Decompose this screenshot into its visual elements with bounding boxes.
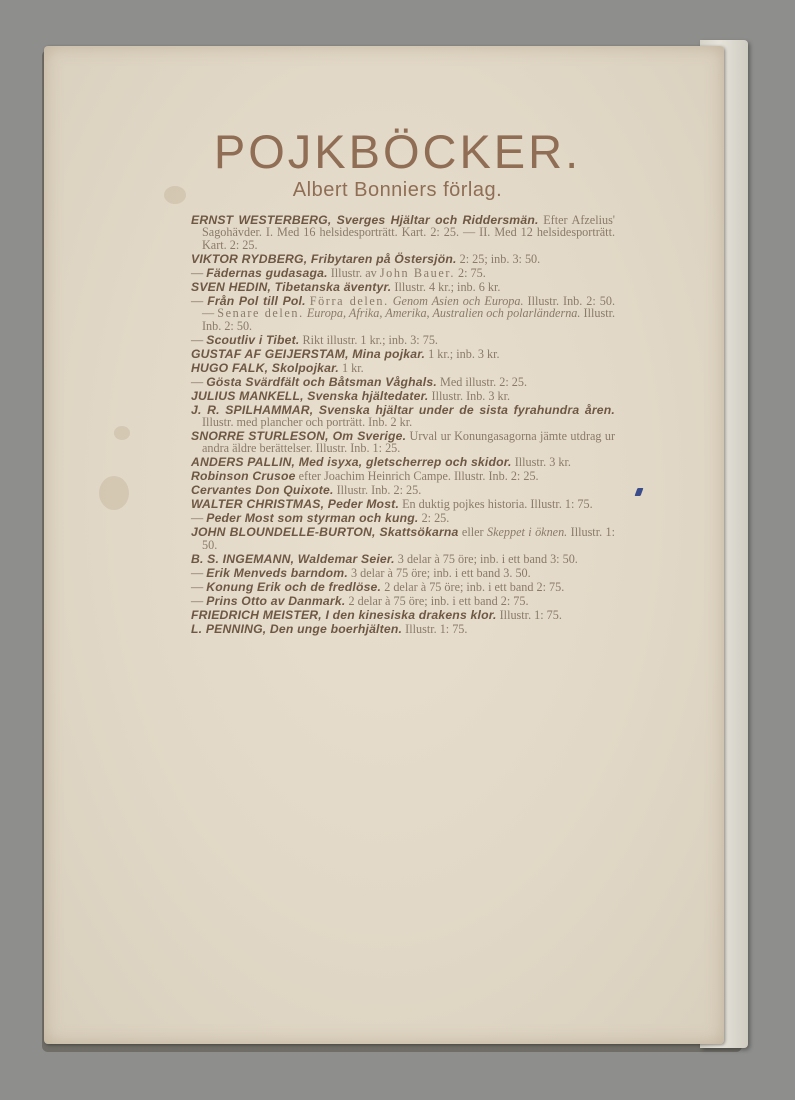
entry-details: 2 delar à 75 öre; inb. i ett band 2: 75. xyxy=(348,593,529,608)
entry-details: Efter Afzelius' Sagohävder. I. Med 16 helsidesporträtt. Kart. 2: 25. — II. Med 12 helsidesporträtt. Kart. 2: 25. xyxy=(202,213,616,252)
catalog-entry xyxy=(191,470,615,482)
catalog-entry xyxy=(191,526,615,551)
entry-dash: — xyxy=(191,265,204,280)
entry-details: Illustr. med plancher och porträtt. Inb. 2 kr. xyxy=(202,415,413,430)
entry-title: FRIEDRICH MEISTER, I den kinesiska drakens klor. xyxy=(191,607,497,622)
entry-details: efter Joachim Heinrich Campe. Illustr. Inb. 2: 25. xyxy=(298,469,539,484)
entry-details: eller xyxy=(461,525,484,540)
catalog-entry xyxy=(191,595,615,607)
entry-details: En duktig pojkes historia. Illustr. 1: 75. xyxy=(402,497,593,512)
entry-details: 1 kr. xyxy=(342,360,364,375)
entry-details: Illustr. Inb. 2: 50. — xyxy=(202,293,616,321)
catalog-entry xyxy=(191,512,615,524)
entry-details: Illustr. 3 kr. xyxy=(514,455,571,470)
entry-details: Illustr. Inb. 2: 25. xyxy=(336,483,422,498)
entry-title: JOHN BLOUNDELLE-BURTON, Skattsökarna xyxy=(191,525,459,540)
entry-illustrator: John Bauer. xyxy=(379,265,455,280)
entry-details: Illustr. av xyxy=(330,265,377,280)
catalog-entry xyxy=(191,214,615,251)
entry-title: VIKTOR RYDBERG, Fribytaren på Östersjön. xyxy=(191,251,457,266)
entry-part-label: Senare delen. xyxy=(217,306,304,321)
entry-title: Konung Erik och de fredlöse. xyxy=(206,579,382,594)
entry-details: Med illustr. 2: 25. xyxy=(440,374,528,389)
catalog-entry xyxy=(191,376,615,388)
catalog-entry xyxy=(191,362,615,374)
catalog-entry xyxy=(191,334,615,346)
entry-title: Erik Menveds barndom. xyxy=(206,565,348,580)
catalog-entry xyxy=(191,348,615,360)
entry-title: L. PENNING, Den unge boerhjälten. xyxy=(191,621,403,636)
entry-title: ERNST WESTERBERG, Sverges Hjältar och Riddersmän. xyxy=(191,213,539,227)
catalog-entry xyxy=(191,498,615,510)
entry-title: Cervantes Don Quixote. xyxy=(191,483,334,498)
entry-dash: — xyxy=(191,332,204,347)
entry-title: SNORRE STURLESON, Om Sverige. xyxy=(191,429,407,444)
entry-part-label: Förra delen. xyxy=(309,293,389,308)
entry-subtitle: Skeppet i öknen. xyxy=(486,525,568,540)
catalog-entry xyxy=(191,609,615,621)
entry-dash: — xyxy=(191,374,204,389)
entry-details: Illustr. Inb. 3 kr. xyxy=(431,388,511,403)
catalog-entry xyxy=(191,567,615,579)
entry-details: 3 delar à 75 öre; inb. i ett band 3: 50. xyxy=(397,551,578,566)
entry-title: Robinson Crusoe xyxy=(191,469,296,484)
catalog-entry xyxy=(191,430,615,455)
entry-price: Illustr. Inb. 2: 50. xyxy=(202,306,616,333)
paper-stain xyxy=(99,476,129,510)
entry-dash: — xyxy=(191,511,204,526)
catalog-entry xyxy=(191,623,615,635)
entry-title: J. R. SPILHAMMAR, Svenska hjältar under de sista fyrahundra åren. xyxy=(191,402,615,417)
catalog-entry xyxy=(191,456,615,468)
entry-details: 1 kr.; inb. 3 kr. xyxy=(428,346,500,361)
entry-title: Fädernas gudasaga. xyxy=(206,265,328,280)
entry-details: Urval ur Konungasagorna jämte utdrag ur andra äldre berättelser. Illustr. Inb. 1: 25. xyxy=(202,429,616,456)
catalog-entry xyxy=(191,553,615,565)
entry-title: Gösta Svärdfält och Båtsman Våghals. xyxy=(206,374,437,389)
entry-details: 2 delar à 75 öre; inb. i ett band 2: 75. xyxy=(384,579,565,594)
catalog-entry xyxy=(191,267,615,279)
entry-title: Peder Most som styrman och kung. xyxy=(206,511,419,526)
entry-dash: — xyxy=(191,579,204,594)
catalog-entry xyxy=(191,390,615,402)
entry-title: HUGO FALK, Skolpojkar. xyxy=(191,360,339,375)
catalog-entry xyxy=(191,295,615,332)
entry-dash: — xyxy=(191,565,204,580)
catalog-entry xyxy=(191,581,615,593)
entry-title: Från Pol till Pol. xyxy=(207,293,306,308)
entry-subtitle: Europa, Afrika, Amerika, Australien och polarländerna. xyxy=(306,306,581,321)
entry-title: ANDERS PALLIN, Med isyxa, gletscherrep och skidor. xyxy=(191,455,512,470)
entry-details: 3 delar à 75 öre; inb. i ett band 3. 50. xyxy=(350,565,531,580)
entry-title: GUSTAF AF GEIJERSTAM, Mina pojkar. xyxy=(191,346,426,361)
entry-details: 2: 25; inb. 3: 50. xyxy=(459,251,541,266)
entry-dash: — xyxy=(191,293,204,308)
entry-details: Illustr. 4 kr.; inb. 6 kr. xyxy=(394,279,501,294)
entry-title: JULIUS MANKELL, Svenska hjältedater. xyxy=(191,388,429,403)
book-catalog-list xyxy=(191,214,615,637)
catalog-entry xyxy=(191,484,615,496)
entry-price: 2: 75. xyxy=(458,265,486,280)
catalog-entry xyxy=(191,253,615,265)
entry-dash: — xyxy=(191,593,204,608)
entry-price: Illustr. 1: 50. xyxy=(202,525,616,552)
entry-title: B. S. INGEMANN, Waldemar Seier. xyxy=(191,551,395,566)
page-title: POJKBÖCKER. xyxy=(213,125,582,178)
entry-subtitle: Genom Asien och Europa. xyxy=(392,293,524,308)
catalog-entry xyxy=(191,281,615,293)
publisher-subtitle: Albert Bonniers förlag. xyxy=(292,179,503,201)
entry-title: Scoutliv i Tibet. xyxy=(206,332,300,347)
entry-details: Illustr. 1: 75. xyxy=(499,607,562,622)
entry-title: SVEN HEDIN, Tibetanska äventyr. xyxy=(191,279,392,294)
entry-title: Prins Otto av Danmark. xyxy=(206,593,346,608)
paper-stain xyxy=(114,426,130,440)
entry-details: Rikt illustr. 1 kr.; inb. 3: 75. xyxy=(302,332,438,347)
catalog-entry xyxy=(191,404,615,429)
entry-details: Illustr. 1: 75. xyxy=(405,621,468,636)
entry-title: WALTER CHRISTMAS, Peder Most. xyxy=(191,497,400,512)
entry-details: 2: 25. xyxy=(421,511,450,526)
